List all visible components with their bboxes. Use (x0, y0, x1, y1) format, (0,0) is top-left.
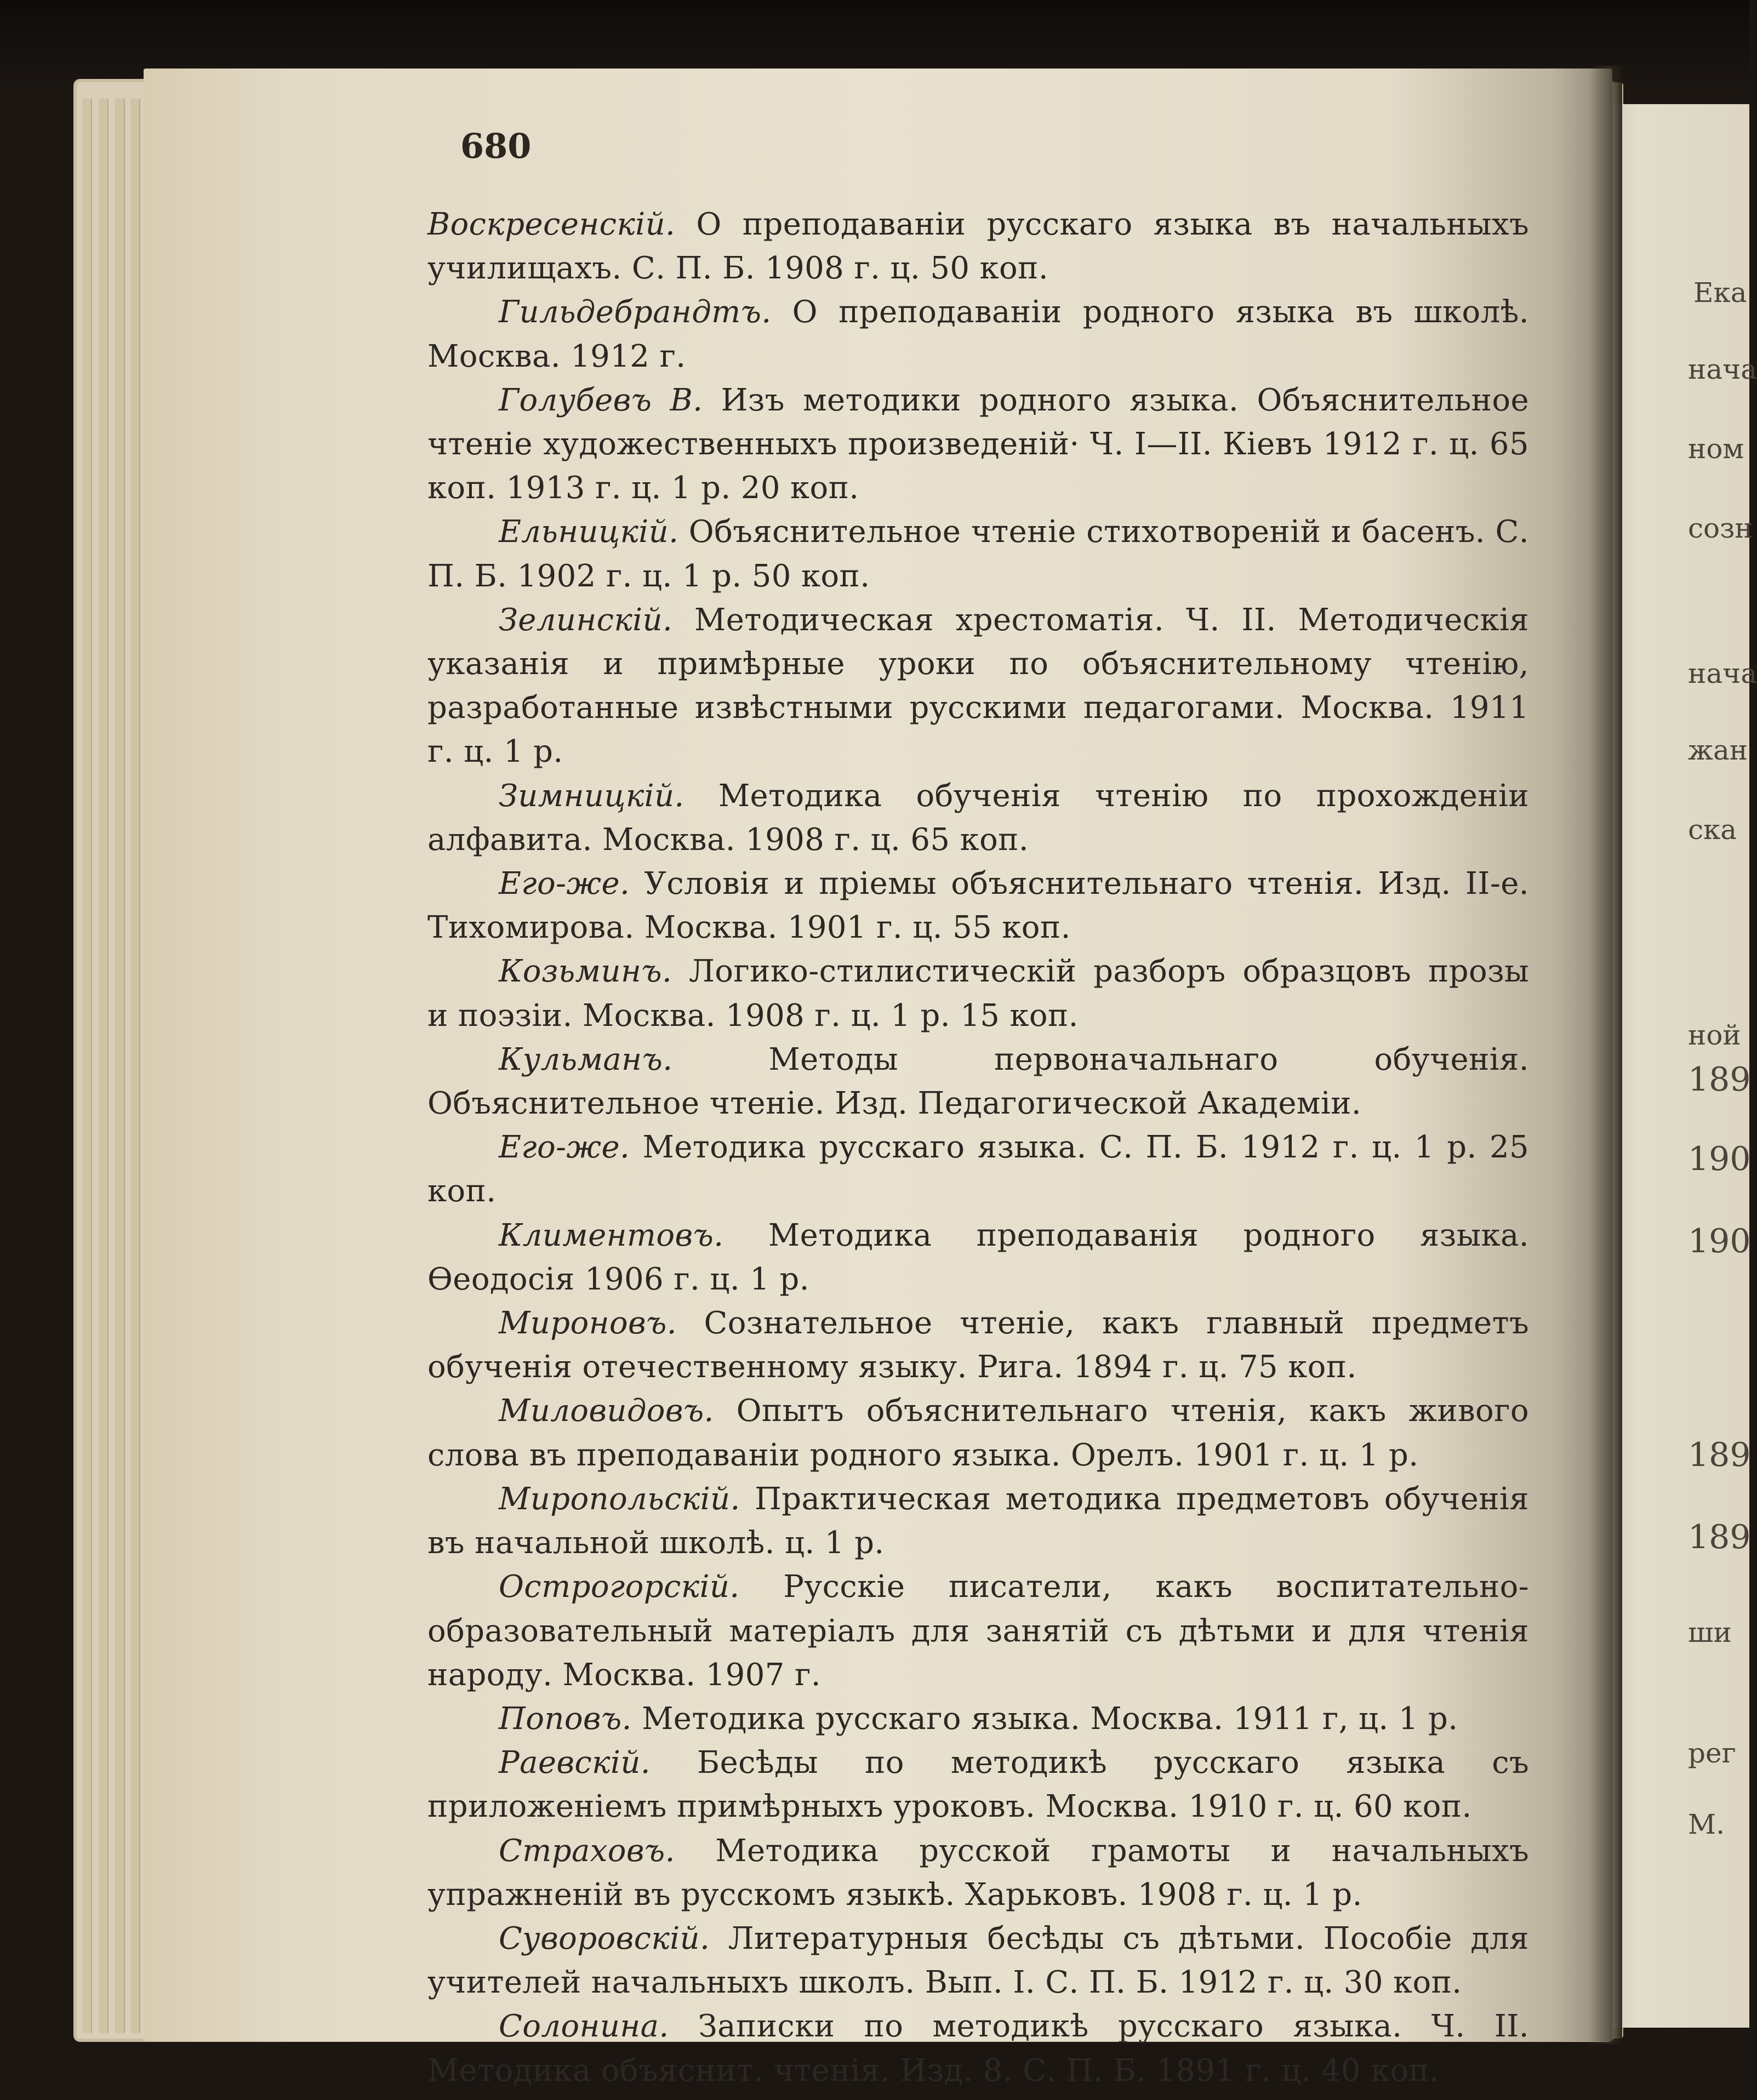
entry-author: Мироновъ. (499, 1305, 677, 1342)
facing-page-fragment: рег (1688, 1737, 1736, 1769)
facing-page-fragment: созн (1688, 512, 1753, 544)
facing-page-fragment: ном (1688, 433, 1744, 465)
entry-text: Бесѣды по методикѣ русскаго языка съ приложеніемъ примѣрныхъ уроковъ. Москва. 1910 г. ц. 60 коп. (427, 1745, 1529, 1825)
facing-page-fragment: нача (1688, 658, 1757, 689)
facing-page-fragment: 190 (1688, 1222, 1751, 1260)
bibliography-entry (427, 1741, 1529, 1829)
page-edge (115, 99, 125, 2033)
entry-text: Записки по методикѣ русскаго языка. Ч. II. Методика объяснит. чтенія. Изд. 8. С. П. Б. 1891 г. ц. 40 коп. (427, 2008, 1530, 2088)
bibliography-entry (427, 203, 1529, 290)
bibliography-entry (427, 1214, 1529, 1302)
entry-author: Суворовскій. (499, 1920, 710, 1956)
entry-text: О преподаваніи русскаго языка въ начальныхъ училищахъ. С. П. Б. 1908 г. ц. 50 коп. (427, 207, 1529, 287)
facing-page-fragment: 189 (1688, 1060, 1751, 1099)
bibliography-list (427, 203, 1529, 2093)
entry-text: Методическая хрестоматія. Ч. II. Методическія указанія и примѣрные уроки по объяснительному чтенію, разработанные извѣстными русскими педагогами. Москва. 1911 г. ц. 1 р. (427, 602, 1529, 770)
bibliography-entry (427, 1697, 1529, 1741)
facing-page-fragment: 190 (1688, 1140, 1751, 1178)
entry-author: Раевскій. (499, 1745, 651, 1781)
entry-author: Миропольскій. (499, 1481, 740, 1517)
facing-page-fragment: жан (1688, 734, 1748, 766)
entry-author: Его-же. (499, 866, 630, 902)
entry-text: Методика русской грамоты и начальныхъ упражненій въ русскомъ языкѣ. Харьковъ. 1908 г. ц. 1 р. (427, 1833, 1530, 1913)
entry-author: Климентовъ. (499, 1217, 724, 1253)
bibliography-entry (427, 1917, 1529, 2005)
entry-text: О преподаваніи родного языка въ школѣ. Москва. 1912 г. (427, 294, 1529, 374)
entry-author: Воскресенскій. (427, 207, 676, 242)
page-number: 680 (460, 126, 532, 166)
book-spine-shadow (1589, 66, 1622, 2044)
entry-author: Страховъ. (499, 1833, 675, 1869)
page-edge (82, 99, 92, 2033)
bibliography-entry (427, 1126, 1529, 1213)
entry-author: Поповъ. (499, 1700, 632, 1737)
facing-page-fragment: нача (1688, 353, 1757, 385)
entry-text: Методы первоначальнаго обученія. Объяснительное чтеніе. Изд. Педагогической Академіи. (427, 1041, 1529, 1122)
entry-author: Солонина. (499, 2008, 669, 2045)
entry-text: Методика обученія чтенію по прохожденіи алфавита. Москва. 1908 г. ц. 65 коп. (427, 778, 1530, 858)
bibliography-entry (427, 1477, 1529, 1565)
entry-text: Методика русскаго языка. С. П. Б. 1912 г. ц. 1 р. 25 коп. (427, 1129, 1529, 1209)
bibliography-entry (427, 1565, 1529, 1697)
bibliography-entry (427, 1038, 1529, 1126)
entry-text: Логико-стилистическій разборъ образцовъ прозы и поэзіи. Москва. 1908 г. ц. 1 р. 15 коп. (427, 954, 1529, 1034)
facing-page (1606, 104, 1757, 2028)
facing-page-fragment: ска (1688, 814, 1737, 846)
bibliography-entry (427, 862, 1529, 950)
bibliography-entry (427, 2005, 1529, 2092)
entry-author: Гильдебрандтъ. (499, 294, 772, 330)
entry-author: Козьминъ. (499, 954, 672, 990)
entry-text: Опытъ объяснительнаго чтенія, какъ живого слова въ преподаваніи родного языка. Орелъ. 1901 г. ц. 1 р. (427, 1393, 1530, 1473)
entry-author: Кульманъ. (499, 1041, 673, 1077)
entry-text: Литературныя бесѣды съ дѣтьми. Пособіе для учителей начальныхъ школъ. Вып. I. С. П. Б. 1912 г. ц. 30 коп. (427, 1920, 1530, 2001)
entry-text: Изъ методики родного языка. Объяснительное чтеніе художественныхъ произведеній· Ч. I—II. Кіевъ 1912 г. ц. 65 коп. 1913 г. ц. 1 р. 20 коп. (427, 382, 1530, 506)
entry-author: Миловидовъ. (499, 1393, 714, 1429)
facing-page-fragment: ши (1688, 1617, 1732, 1648)
bibliography-entry (427, 1389, 1529, 1477)
entry-author: Его-же. (499, 1129, 630, 1166)
entry-author: Ельницкій. (499, 514, 679, 550)
page-edge (99, 99, 109, 2033)
bibliography-entry (427, 379, 1529, 511)
bibliography-entry (427, 290, 1529, 378)
facing-page-fragment: Ека (1693, 277, 1747, 309)
entry-author: Голубевъ В. (499, 382, 703, 418)
entry-text: Объяснительное чтеніе стихотвореній и басенъ. С. П. Б. 1902 г. ц. 1 р. 50 коп. (427, 514, 1529, 594)
entry-text: Методика русскаго языка. Москва. 1911 г, ц. 1 р. (642, 1700, 1458, 1737)
facing-page-fragment: ной (1688, 1019, 1741, 1051)
bibliography-entry (427, 598, 1529, 774)
entry-text: Методика преподаванія родного языка. Ѳеодосія 1906 г. ц. 1 р. (427, 1217, 1529, 1297)
facing-page-fragment: М. (1688, 1808, 1725, 1840)
entry-text: Условія и пріемы объяснительнаго чтенія. Изд. II-е. Тихомирова. Москва. 1901 г. ц. 55 коп. (427, 866, 1530, 946)
entry-author: Зелинскій. (499, 602, 673, 638)
facing-page-fragment: 189 (1688, 1436, 1751, 1474)
bibliography-entry (427, 1302, 1529, 1389)
bibliography-entry (427, 950, 1529, 1037)
entry-text: Русскіе писатели, какъ воспитательно-образовательный матеріалъ для занятій съ дѣтьми и для чтенія народу. Москва. 1907 г. (427, 1569, 1530, 1693)
entry-author: Острогорскій. (499, 1569, 740, 1605)
entry-author: Зимницкій. (499, 778, 684, 814)
facing-page-fragment: 189 (1688, 1518, 1751, 1556)
page-edge (130, 99, 140, 2033)
entry-text: Практическая методика предметовъ обученія въ начальной школѣ. ц. 1 р. (427, 1481, 1529, 1561)
entry-text: Сознательное чтеніе, какъ главный предметъ обученія отечественному языку. Рига. 1894 г. ц. 75 коп. (427, 1305, 1530, 1385)
bibliography-entry (427, 510, 1529, 598)
bibliography-entry (427, 774, 1529, 862)
bibliography-entry (427, 1829, 1529, 1917)
